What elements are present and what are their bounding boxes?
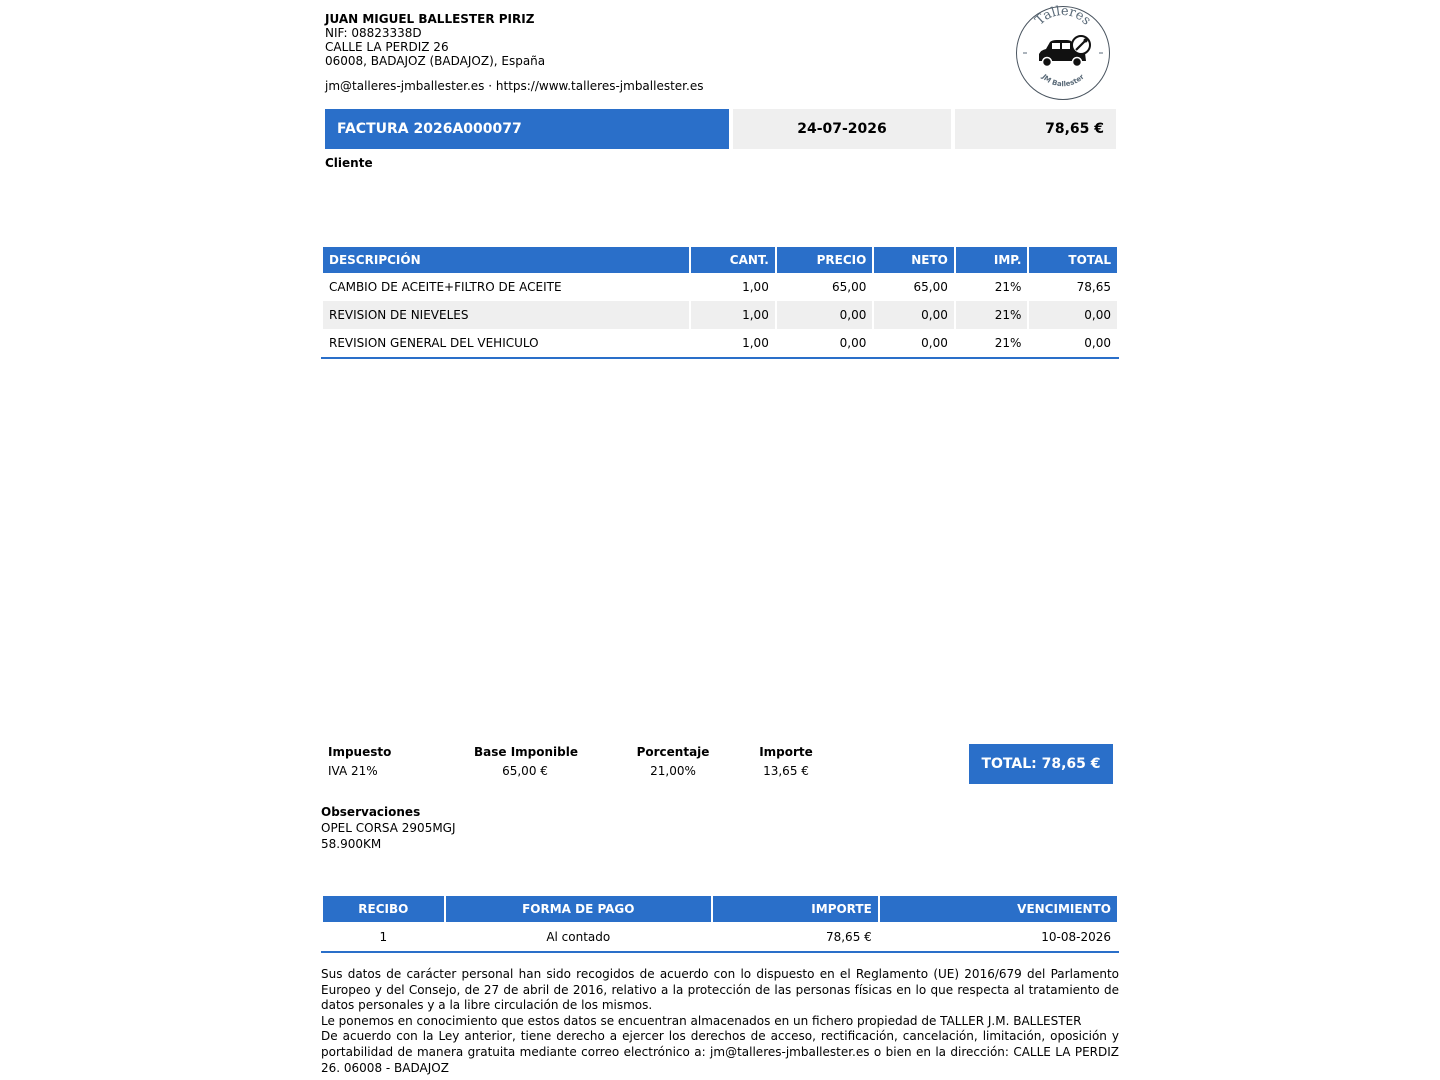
line-items-header: [323, 247, 1117, 273]
line-price: 65,00: [831, 280, 867, 294]
receipts-divider: [321, 951, 1119, 953]
invoice-title: FACTURA 2026A000077: [325, 109, 729, 149]
line-total: 0,00: [1029, 301, 1117, 329]
line-quantity: 1,00: [691, 301, 775, 329]
line-tax: 21%: [956, 301, 1028, 329]
header-price: PRECIO: [777, 247, 873, 273]
header-due-date: VENCIMIENTO: [880, 896, 1117, 922]
table-row: [323, 273, 1117, 301]
receipt-number: 1: [379, 929, 388, 944]
table-row: [323, 301, 1117, 329]
table-row: [323, 922, 1117, 951]
line-net: 65,00: [913, 280, 948, 294]
line-description: REVISION DE NIEVELES: [323, 301, 689, 329]
line-quantity: 1,00: [742, 336, 769, 350]
company-contact: jm@talleres-jmballester.es · https://www.talleres-jmballester.es: [325, 79, 704, 93]
invoice-total: 78,65 €: [955, 109, 1116, 149]
line-tax: 21%: [994, 280, 1022, 294]
header-receipt: RECIBO: [323, 896, 444, 922]
line-items-divider: [321, 357, 1119, 359]
line-items-table: [321, 247, 1119, 359]
legal-paragraph: Le ponemos en conocimiento que estos datos se encuentran almacenados en un fichero propiedad de TALLER J.M. BALLESTER: [321, 1013, 1082, 1028]
receipt-method: Al contado: [546, 929, 611, 944]
header-tax: IMP.: [956, 247, 1028, 273]
tax-header-name: Impuesto: [328, 745, 392, 759]
header-total: TOTAL: [1029, 247, 1117, 273]
company-name: JUAN MIGUEL BALLESTER PIRIZ: [325, 12, 535, 26]
tax-header-base: Base Imponible: [474, 745, 579, 759]
observations: [321, 804, 456, 852]
observations-label: Observaciones: [321, 805, 421, 819]
tax-base: 65,00 €: [502, 764, 548, 778]
line-total: 0,00: [1084, 336, 1111, 350]
tax-percentage: 21,00%: [650, 764, 696, 778]
company-address: CALLE LA PERDIZ 26: [325, 40, 449, 54]
legal-notice: [321, 967, 1119, 1076]
company-nif: NIF: 08823338D: [325, 26, 422, 40]
header-description: DESCRIPCIÓN: [323, 247, 689, 273]
tax-name: IVA 21%: [328, 764, 378, 778]
invoice-date: 24-07-2026: [733, 109, 951, 149]
receipts-header: [323, 896, 1117, 922]
header-payment-method: FORMA DE PAGO: [446, 896, 711, 922]
legal-paragraph: Sus datos de carácter personal han sido recogidos de acuerdo con lo dispuesto en el Reglamento (UE) 2016/679 del Parlamento Europeo y del Consejo, de 27 de abril de 2016, relativo a la protección de las personas físicas en lo que respecta al tratamiento de datos personales y a la libre circulación de los mismos.: [321, 967, 1119, 1013]
line-price: 0,00: [839, 336, 867, 350]
line-tax: 21%: [994, 336, 1022, 350]
line-description: CAMBIO DE ACEITE+FILTRO DE ACEITE: [329, 280, 562, 294]
observations-line: OPEL CORSA 2905MGJ: [321, 821, 456, 835]
line-net: 0,00: [921, 336, 948, 350]
tax-header-percentage: Porcentaje: [636, 745, 710, 759]
company-info: [325, 12, 703, 93]
logo-bottom-text: JM Ballester: [1040, 72, 1086, 89]
line-net: 0,00: [874, 301, 954, 329]
client-label: Cliente: [325, 156, 373, 170]
tax-header-amount: Importe: [759, 745, 813, 759]
line-price: 0,00: [777, 301, 873, 329]
header-net: NETO: [874, 247, 954, 273]
company-logo: [1015, 5, 1111, 101]
line-description: REVISION GENERAL DEL VEHICULO: [329, 336, 539, 350]
logo-top-text: Talleres: [1032, 5, 1094, 29]
header-amount: IMPORTE: [713, 896, 878, 922]
receipt-amount: 78,65 €: [825, 929, 872, 944]
tax-amount: 13,65 €: [763, 764, 809, 778]
observations-line: 58.900KM: [321, 837, 382, 851]
receipts-table: [321, 896, 1119, 953]
line-total: 78,65: [1076, 280, 1111, 294]
receipt-due-date: 10-08-2026: [1041, 929, 1111, 944]
header-quantity: CANT.: [691, 247, 775, 273]
grand-total-box: TOTAL: 78,65 €: [969, 744, 1113, 784]
line-quantity: 1,00: [742, 280, 769, 294]
company-city: 06008, BADAJOZ (BADAJOZ), España: [325, 54, 546, 68]
table-row: [323, 329, 1117, 357]
legal-paragraph: De acuerdo con la Ley anterior, tiene derecho a ejercer los derechos de acceso, rectificación, cancelación, limitación, oposición y portabilidad de manera gratuita mediante correo electrónico a: jm@talleres-jmballester.es o bien en la dirección: CALLE LA PERDIZ 26. 06008 - BADAJOZ: [321, 1029, 1119, 1075]
